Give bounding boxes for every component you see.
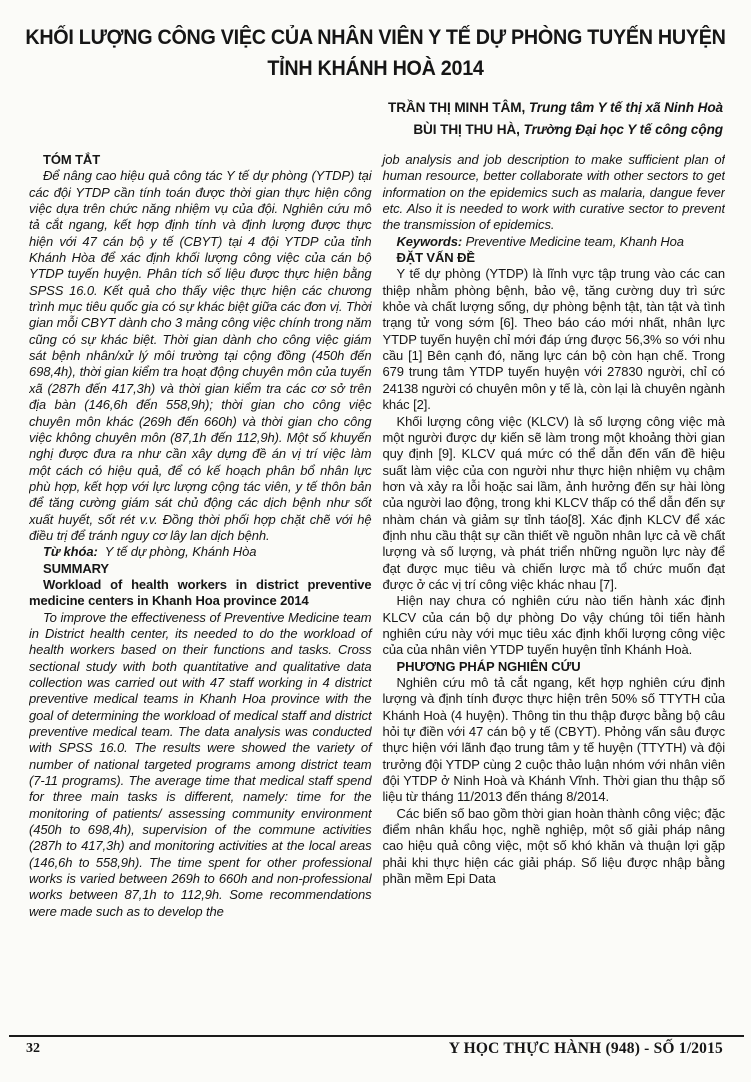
keywords-vi-label: Từ khóa: <box>43 544 98 560</box>
abstract-heading: TÓM TẮT <box>43 152 101 167</box>
keywords-en-value: Preventive Medicine team, Khanh Hoa <box>465 233 684 249</box>
intro-para-3: Hiện nay chưa có nghiên cứu nào tiến hành xác định KLCV của cán bộ dự phòng Do vậy chúng tôi tiến hành nghiên cứu này với mục tiêu xác định khối lượng công việc của của nhân viên YTDP tuyến huyện tỉnh Khánh Hoà. <box>382 593 725 658</box>
right-column <box>383 152 726 1032</box>
methods-para-2: Các biến số bao gồm thời gian hoàn thành công việc; đặc điểm nhân khẩu học, nghề nghiệp, một số giải pháp nâng cao hiệu quả công việc, một số khó khăn và thuận lợi gặp phải khi thực hiện các giải pháp. Số liệu được nhập bằng phần mềm Epi Data <box>382 805 725 887</box>
author-2-affiliation: Trường Đại học Y tế công cộng <box>523 121 723 137</box>
paper-title-line1: KHỐI LƯỢNG CÔNG VIỆC CỦA NHÂN VIÊN Y TẾ DỰ PHÒNG TUYẾN HUYỆN <box>25 26 726 49</box>
author-1-affiliation: Trung tâm Y tế thị xã Ninh Hoà <box>528 100 723 115</box>
author-1-name: TRẦN THỊ MINH TÂM, <box>388 100 526 115</box>
abstract-body: Để nâng cao hiệu quả công tác Y tế dự phòng (YTDP) tại các đội YTDP cần tính toán được thời gian thực hiện công việc dựa trên chức năng nhiệm vụ của đội. Nghiên cứu mô tả cắt ngang, kết hợp định tính và định lượng được thực hiện với 47 cán bộ y tế (CBYT) tại 4 đội YTDP của tỉnh Khánh Hòa để xác định khối lượng công việc của cán bộ YTDP tuyến huyện. Phân tích số liệu được thực hiện bằng SPSS 16.0. Kết quả cho thấy việc thực hiện các chương trình mục tiêu quốc gia có sự khác biệt giữa các đơn vị. Thời gian mỗi CBYT dành cho 3 mảng công việc chính trong năm cũng có sự khác biệt. Thời gian dành cho công việc giám sát bệnh nhân/xử lý môi trường tại cộng đồng (450h đến 698,4h), thời gian kiểm tra hoạt động chuyên môn của tuyến xã (287h đến 417,3h) và thời gian kiểm tra các cơ sở trên địa bàn (146,6h đến 558,9h); thời gian cho công việc chuyên môn khác (269h đến 660h) và thời gian cho công việc không chuyên môn (87,1h đến 112,9h). Một số khuyến nghị được đưa ra như cần xây dựng đề án vị trí việc làm một cách có hiệu quả, để có kế hoạch phân bổ nhân lực phù hợp, kết hợp với lực lượng cộng tác viên, y tế thôn bản để tăng cường giám sát chủ động các dịch bệnh như sốt xuất huyết, sốt rét v.v. Đồng thời phối hợp chặt chẽ với hệ điều trị để tránh nguy cơ lây lan dịch bệnh. <box>29 168 372 543</box>
author-line-1 <box>388 97 723 119</box>
page-number: 32 <box>26 1041 40 1056</box>
author-line-2 <box>388 119 723 141</box>
author-block <box>388 97 723 140</box>
intro-para-2: Khối lượng công việc (KLCV) là số lượng công việc mà một người được dự kiến sẽ làm trong một khoảng thời gian quy định [9]. KLCV quá mức có thể dẫn đến vấn đề hiệu suất làm việc của con người như thực hiện nhiệm vụ chậm hơn và xảy ra lỗi hoặc sai lầm, ảnh hưởng đến sự hài lòng của người lao động, trong khi KLCV thấp có thể dẫn đến sự nhàm chán và giảm sự tỉnh táo[8]. Xác định KLCV để xác định nhu cầu thật sự cần thiết về nguồn nhân lực cả về chất lượng và số lượng, và phát triển những nguồn lực này để đạt được mục tiêu và chiến lược mà tổ chức muốn đạt được ở các vị trí công việc khác nhau [7]. <box>382 413 725 592</box>
keywords-vi-line <box>29 544 372 560</box>
keywords-vi-value: Y tế dự phòng, Khánh Hòa <box>104 544 257 560</box>
summary-body-right: job analysis and job description to make sufficient plan of human resource, better collaborate with other sectors to get information on the epidemics such as malaria, dangue fever etc. Also it is needed to work with curative sector to prevent the transmission of epidemics. <box>382 152 725 233</box>
author-2-name: BÙI THỊ THU HÀ, <box>413 121 520 137</box>
summary-body-left: To improve the effectiveness of Preventive Medicine team in District health center, its needed to do the workload of health workers based on their functions and tasks. Cross sectional study with both quantitative and qualitative data collection was carried out with 47 staff working in 4 district preventive medical teams in Khanh Hoa province with the goal of determining the workload of medical staff and district preventive medical team. The data analysis was conducted with SPSS 16.0. The results were showed the variety of number of national targeted programs among district team (7-11 programs). The average time that medical staff spend for three main tasks is different, namely: time for the monitoring of patients/ assessing community environment (450h to 698,4h), supervision of the commune activities (287h to 417,3h) and monitoring activities at the local areas (146,6h to 558,9h). The time spent for other professional works is varied between 269h to 660h and non-professional works between 87,1h to 112,9h. Some recommendations were made such as to develop the <box>29 609 372 919</box>
journal-reference: Y HỌC THỰC HÀNH (948) - SỐ 1/2015 <box>448 1040 723 1057</box>
summary-subtitle: Workload of health workers in district preventive medicine centers in Khanh Hoa province 2014 <box>29 576 372 609</box>
keywords-en-label: Keywords: <box>396 233 463 249</box>
methods-heading: PHƯƠNG PHÁP NGHIÊN CỨU <box>396 658 581 674</box>
left-column <box>29 152 372 1032</box>
footer-divider <box>9 1035 744 1037</box>
methods-para-1: Nghiên cứu mô tả cắt ngang, kết hợp nghiên cứu định lượng và định tính được thực hiện trên 50% số TTYTH của Khánh Hoà (4 huyện). Thông tin thu thập được bằng bộ câu hỏi tự điền với 47 cán bộ y tế (CBYT). Phỏng vấn sâu được thực hiện với lãnh đạo trung tâm y tế huyện (TTYTH) và đội trưởng đội YTDP cùng 2 cuộc thảo luận nhóm với nhân viên đội YTDP ở Ninh Hoà và Khánh Vĩnh. Thời gian thu thập số liệu từ tháng 11/2013 đến tháng 8/2014. <box>382 675 725 805</box>
paper-title-line2: TỈNH KHÁNH HOÀ 2014 <box>267 57 484 80</box>
paper-title <box>23 22 729 84</box>
summary-heading: SUMMARY <box>43 560 109 576</box>
two-column-body <box>29 152 725 1032</box>
intro-para-1: Y tế dự phòng (YTDP) là lĩnh vực tập trung vào các can thiệp nhằm phòng bệnh, bảo vệ, tăng cường duy trì sức khỏe và chất lượng sống, dự phòng bệnh tật, tàn tật và tình trạng tử vong sớm [6]. Theo báo cáo mới nhất, nhân lực YTDP tuyến huyện chỉ mới đáp ứng được 56,3% so với nhu cầu [1] Bên cạnh đó, năng lực cán bộ còn hạn chế. Trong 679 trung tâm YTDP tuyến huyện với 27830 người, chỉ có 24138 người có chuyên môn y tế là, còn lại là chuyên ngành khác [2]. <box>382 266 725 413</box>
intro-heading: ĐẶT VẤN ĐỀ <box>396 250 475 266</box>
keywords-en-line <box>383 234 726 250</box>
